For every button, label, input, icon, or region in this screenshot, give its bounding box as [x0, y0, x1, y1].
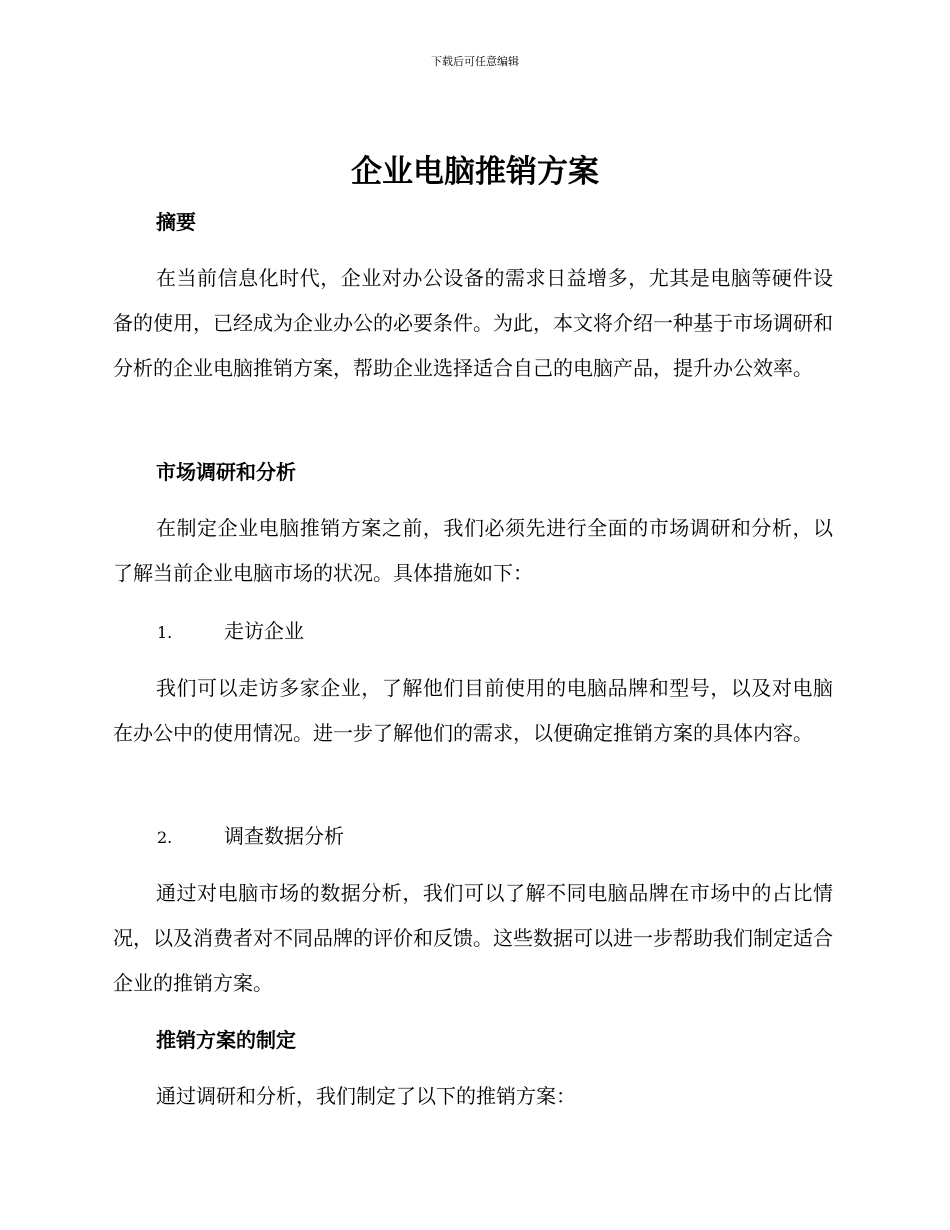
list-item-visit-companies: [157, 617, 304, 647]
list-item-number: 2.: [157, 828, 173, 847]
abstract-paragraph: 在当前信息化时代，企业对办公设备的需求日益增多，尤其是电脑等硬件设备的使用，已经成为企业办公的必要条件。为此，本文将介绍一种基于市场调研和分析的企业电脑推销方案，帮助企业选择适合自己的电脑产品，提升办公效率。: [113, 266, 833, 380]
abstract-heading: 摘要: [156, 210, 196, 234]
list-item-title: 调查数据分析: [224, 824, 344, 848]
list-item-number: 1.: [157, 623, 173, 642]
document-title: 企业电脑推销方案: [351, 154, 599, 190]
research-heading: 市场调研和分析: [156, 460, 296, 484]
visit-companies-paragraph: 我们可以走访多家企业，了解他们目前使用的电脑品牌和型号，以及对电脑在办公中的使用情况。进一步了解他们的需求，以便确定推销方案的具体内容。: [113, 676, 833, 745]
plan-heading: 推销方案的制定: [156, 1028, 296, 1052]
data-analysis-paragraph: 通过对电脑市场的数据分析，我们可以了解不同电脑品牌在市场中的占比情况，以及消费者对不同品牌的评价和反馈。这些数据可以进一步帮助我们制定适合企业的推销方案。: [113, 881, 833, 995]
plan-intro-paragraph: 通过调研和分析，我们制定了以下的推销方案：: [156, 1084, 576, 1108]
page-header: 下载后可任意编辑: [431, 55, 519, 68]
research-intro-paragraph: 在制定企业电脑推销方案之前，我们必须先进行全面的市场调研和分析，以了解当前企业电脑市场的状况。具体措施如下：: [113, 516, 833, 585]
list-item-data-analysis: [157, 822, 344, 852]
list-item-title: 走访企业: [224, 619, 304, 643]
